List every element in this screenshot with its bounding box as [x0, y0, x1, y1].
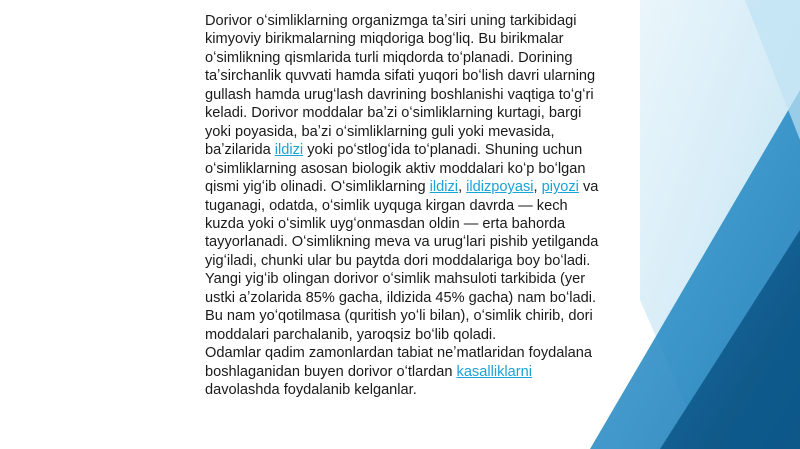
paragraph-history — [205, 344, 600, 399]
link-ildizi[interactable]: ildizi — [274, 142, 304, 159]
paragraph-medicinal-plants — [205, 12, 600, 344]
paragraph-text: davolashda foydalanib kelganlar. — [205, 382, 417, 399]
paragraph-text: , — [458, 179, 467, 196]
paragraph-text: yoki poʻstlogʻida toʻplanadi. Shuning uchun oʻsimliklarning asosan biologik aktiv moddalari koʻp boʻlgan qismi yigʻib olinadi. Oʻsimliklarning — [205, 142, 586, 196]
paragraph-text: Dorivor oʻsimliklarning organizmga taʼsiri uning tarkibidagi kimyoviy birikmalarning miqdoriga bogʻliq. Bu birikmalar oʻsimlikning qismlarida turli miqdorda toʻplanadi. Dorining taʼsirchanlik quvvati hamda sifati yuqori boʻlish davri ularning gullash hamda urugʻlash davrining boshlanishi vaqtiga toʻgʻri keladi. Dorivor moddalar baʼzi oʻsimliklarning kurtagi, bargi yoki poyasida, baʼzi oʻsimliklarning guli yoki mevasida, baʼzilarida — [205, 13, 596, 159]
link-kasalliklarni[interactable]: kasalliklarni — [456, 363, 532, 380]
slide-text-block — [205, 12, 600, 400]
link-ildizpoyasi[interactable]: ildizpoyasi — [466, 179, 534, 196]
link-ildizi-2[interactable]: ildizi — [429, 179, 459, 196]
link-piyozi[interactable]: piyozi — [541, 179, 579, 196]
paragraph-text: Odamlar qadim zamonlardan tabiat neʼmatlaridan foydalana boshlaganidan buyen dorivor oʻtlardan — [205, 345, 592, 380]
paragraph-text: , — [533, 179, 542, 196]
paragraph-text: va tuganagi, odatda, oʻsimlik uyquga kirgan davrda — kech kuzda yoki oʻsimlik uygʻonmasdan oldin — erta bahorda tayyorlanadi. Oʻsimlikning meva va urugʻlari pishib yetilganda yigʻiladi, chunki ular bu paytda dori moddalariga boy boʻladi. Yangi yigʻib olingan dorivor oʻsimlik mahsuloti tarkibida (yer ustki aʼzolarida 85% gacha, ildizida 45% gacha) nam boʻladi. Bu nam yoʻqotilmasa (quritish yoʻli bilan), oʻsimlik chirib, dori moddalari parchalanib, yaroqsiz boʻlib qoladi. — [205, 179, 599, 343]
